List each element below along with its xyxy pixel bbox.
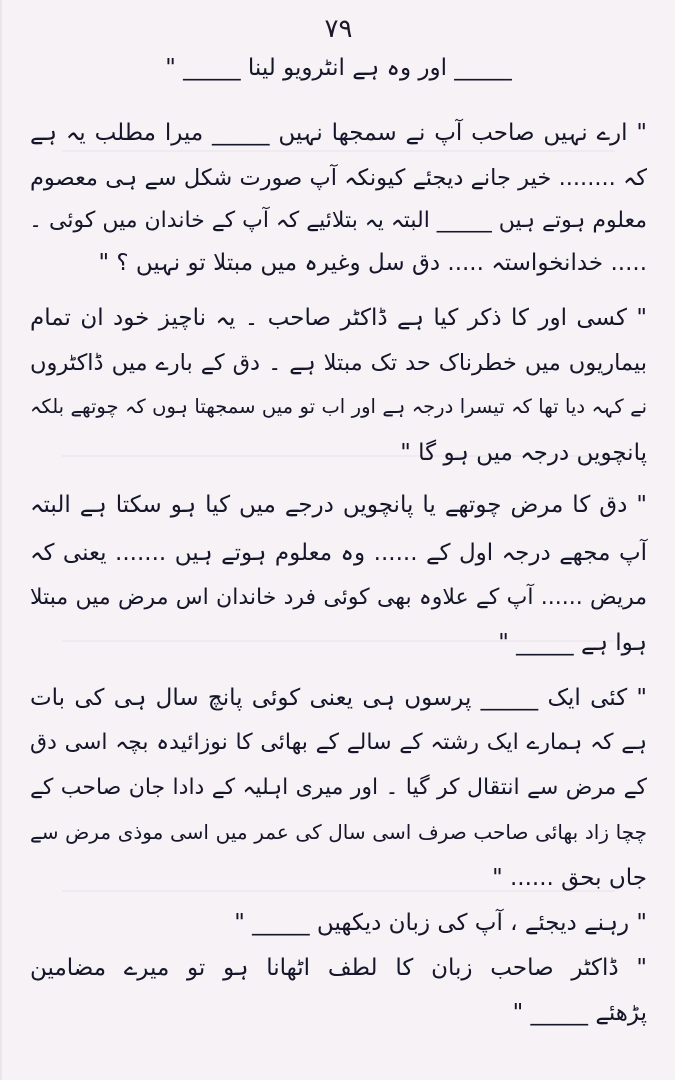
- text-line: " ڈاکٹر صاحب زبان کا لطف اٹھانا ہو تو میرے مضامین: [30, 955, 647, 981]
- text-line: چچا زاد بھائی صاحب صرف اسی سال کی عمر میں اسی موذی مرض سے: [30, 820, 647, 844]
- page-number: ۷۹: [324, 14, 353, 44]
- text-line: کہ ........ خیر جانے دیجئے کیونکہ آپ صورت شکل سے ہی معصوم: [30, 165, 647, 191]
- text-line: " کئی ایک _____ پرسوں ہی یعنی کوئی پانچ سال ہی کی بات: [30, 685, 647, 711]
- text-line: آپ مجھے درجہ اول کے ...... وہ معلوم ہوتے ہیں ....... یعنی کہ: [30, 540, 647, 566]
- body-text: [30, 0, 647, 1080]
- text-line: نے کہہ دیا تھا کہ تیسرا درجہ ہے اور اب تو میں سمجھتا ہوں کہ چوتھے بلکہ: [30, 395, 647, 418]
- text-line: پانچویں درجہ میں ہو گا ": [400, 440, 647, 466]
- text-line: ہے کہ ہمارے ایک رشتہ کے سالے کے بھائی کا نوزائیدہ بچہ اسی دق: [30, 730, 647, 755]
- text-line: مریض ...... آپ کے علاوہ بھی کوئی فرد خاندان اس مرض میں مبتلا: [30, 585, 647, 610]
- text-line: معلوم ہوتے ہیں _____ البتہ یہ بتلائیے کہ آپ کے خاندان میں کوئی ۔: [29, 208, 647, 233]
- text-line: " دق کا مرض چوتھے یا پانچویں درجے میں کیا ہو سکتا ہے البتہ: [30, 492, 647, 518]
- text-line: ہوا ہے _____ ": [498, 630, 647, 656]
- text-line: " رہنے دیجئے ، آپ کی زبان دیکھیں _____ ": [234, 910, 647, 936]
- text-line: _____ اور وہ ہے انٹرویو لینا _____ ": [165, 55, 512, 81]
- text-line: " ارے نہیں صاحب آپ نے سمجھا نہیں _____ میرا مطلب یہ ہے: [30, 120, 647, 146]
- text-line: ..... خدانخواستہ ..... دق سل وغیرہ میں مبتلا تو نہیں ؟ ": [98, 250, 647, 276]
- text-line: پڑھئے _____ ": [512, 1000, 647, 1026]
- text-line: کے مرض سے انتقال کر گیا ۔ اور میری اہلیہ کے دادا جان صاحب کے: [30, 775, 647, 800]
- text-line: " کسی اور کا ذکر کیا ہے ڈاکٹر صاحب ۔ یہ ناچیز خود ان تمام: [30, 305, 647, 331]
- text-line: جاں بحق ...... ": [492, 865, 647, 891]
- text-line: بیماریوں میں خطرناک حد تک مبتلا ہے ۔ دق کے بارے میں ڈاکٹروں: [30, 350, 647, 376]
